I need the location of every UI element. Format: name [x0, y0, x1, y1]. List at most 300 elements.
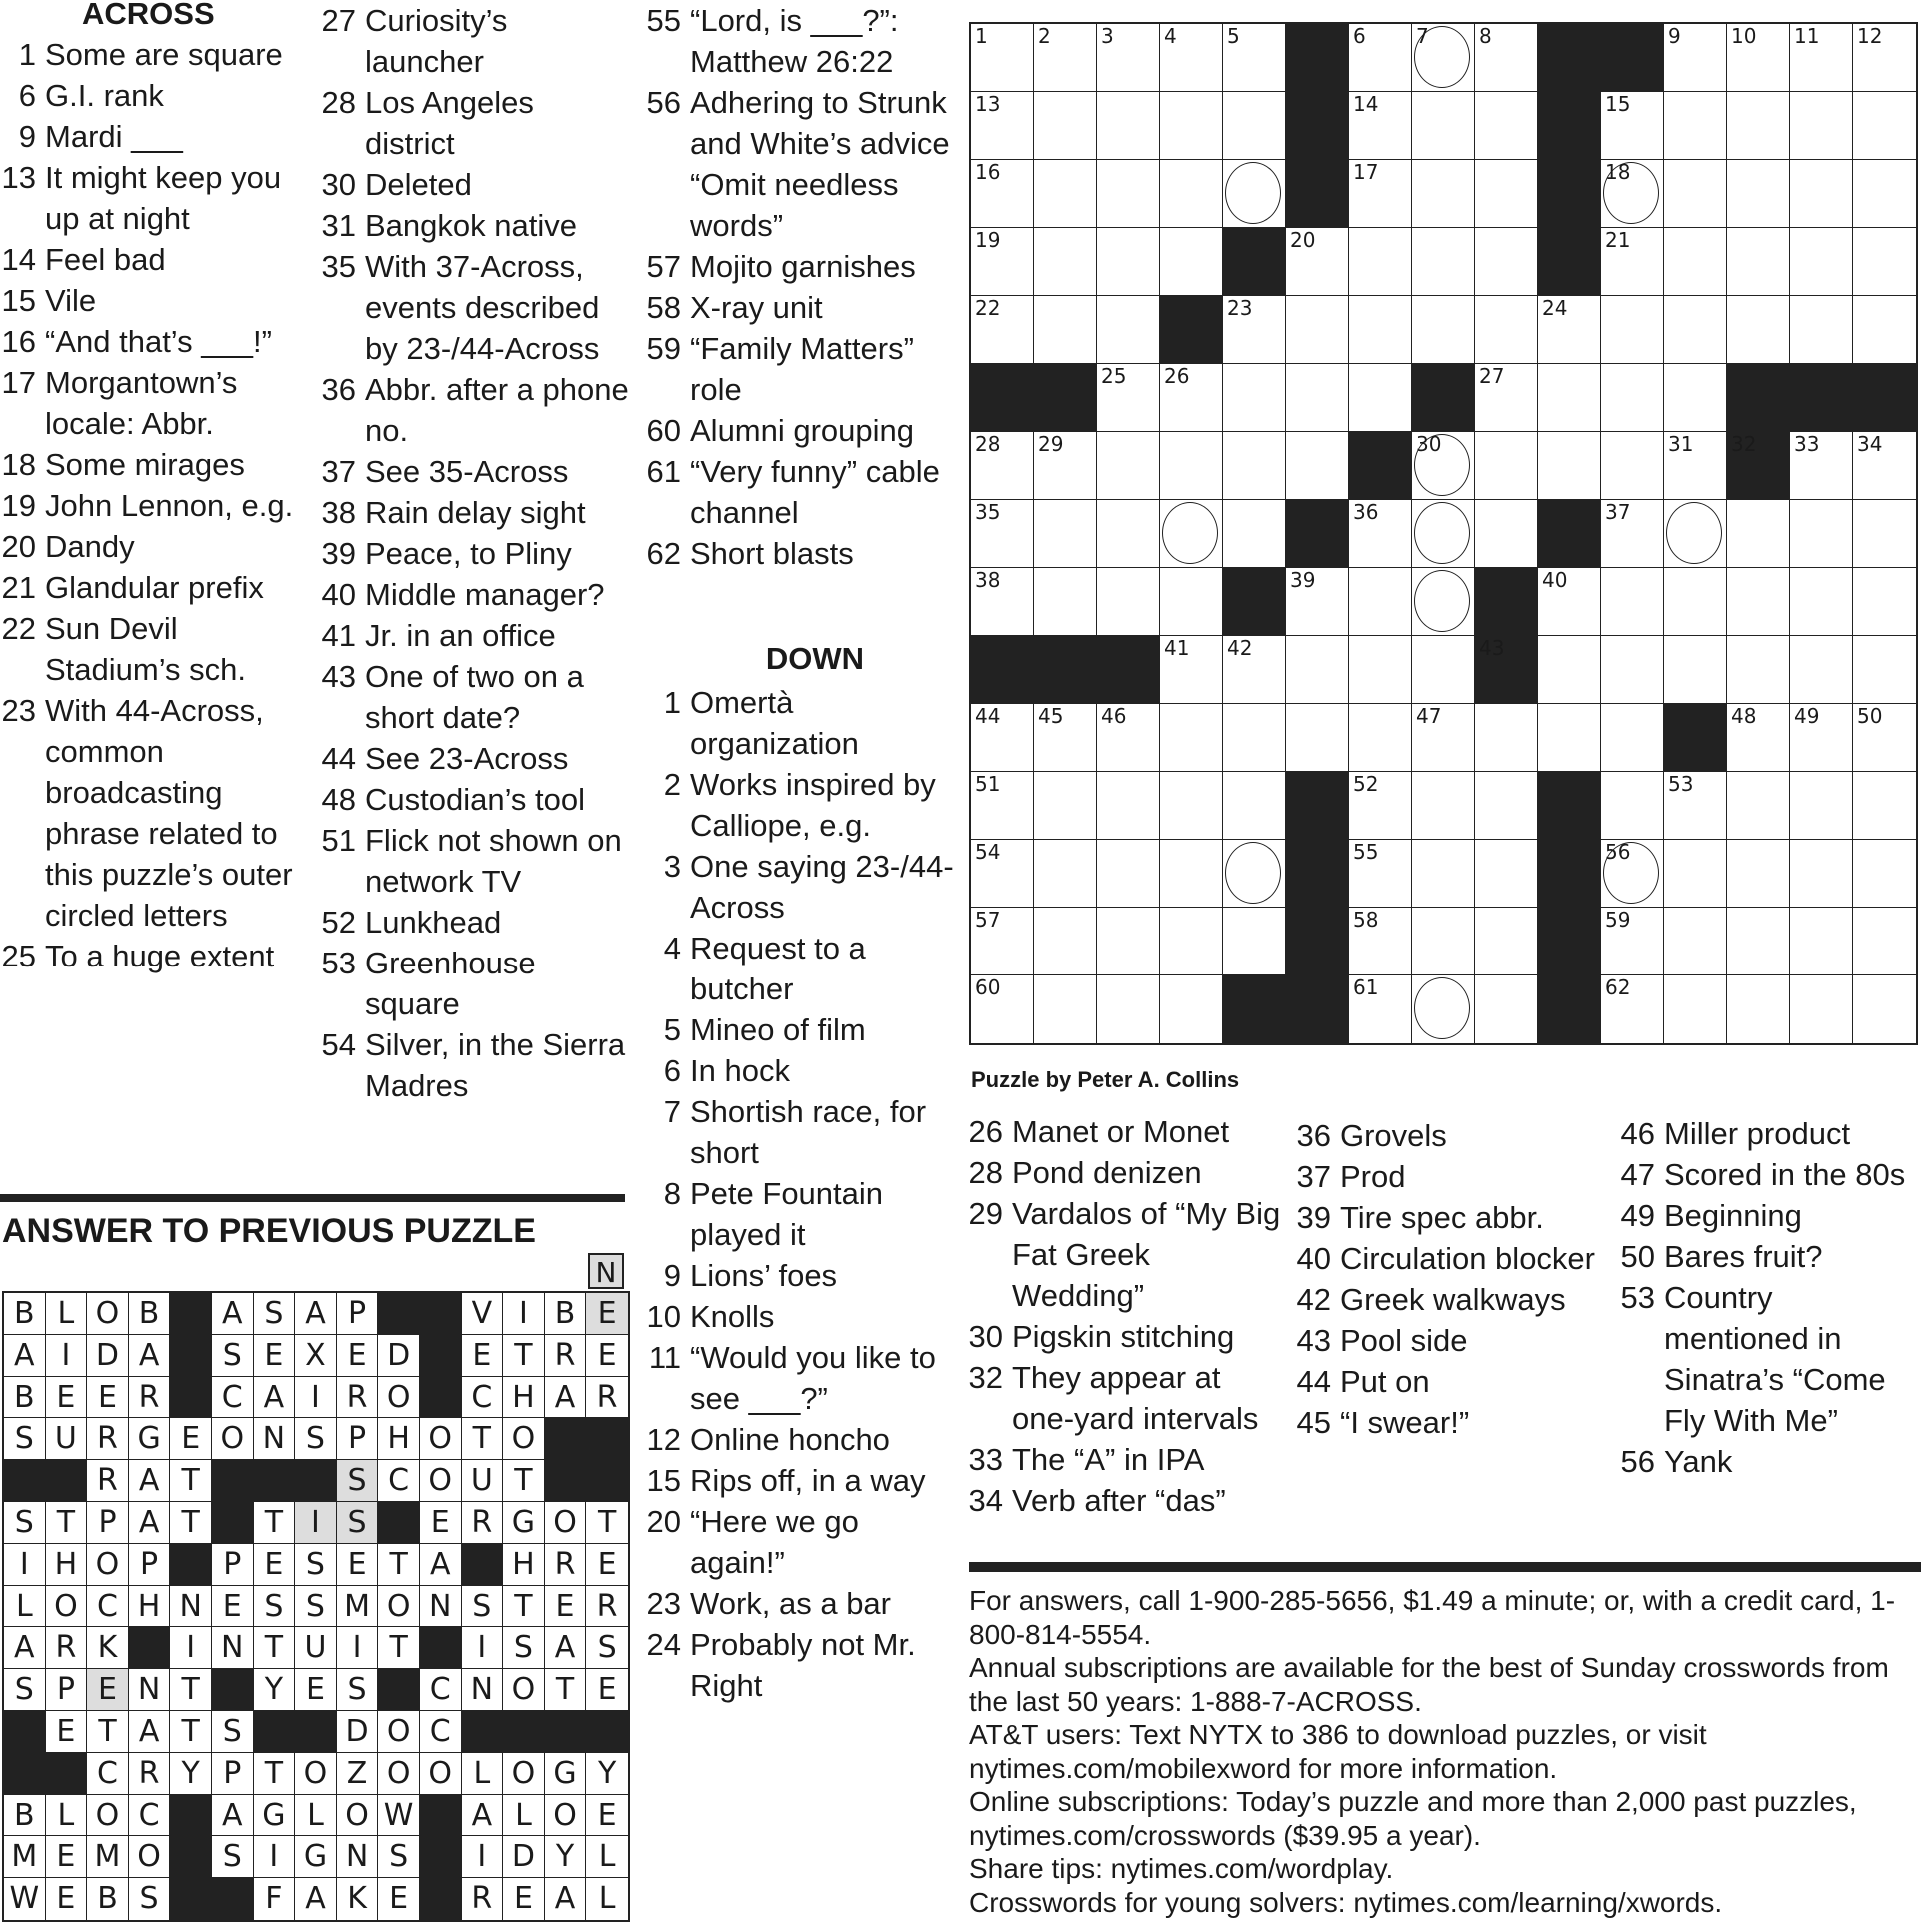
grid-cell[interactable]	[1601, 975, 1664, 1043]
grid-cell[interactable]	[971, 704, 1034, 772]
grid-cell[interactable]	[1223, 500, 1286, 568]
grid-cell[interactable]	[1727, 228, 1790, 296]
grid-cell[interactable]	[1223, 24, 1286, 92]
clue	[320, 656, 630, 738]
grid-cell[interactable]	[1727, 840, 1790, 908]
clue-number: 2	[663, 767, 681, 802]
clue-text: Online honcho	[690, 1422, 890, 1457]
grid-cell[interactable]	[1790, 772, 1853, 840]
clue-number: 35	[321, 249, 356, 284]
grid-cell[interactable]	[1475, 975, 1538, 1043]
grid-cell[interactable]	[1853, 568, 1916, 636]
grid-cell[interactable]	[1097, 432, 1160, 500]
grid-cell[interactable]	[971, 975, 1034, 1043]
clue	[1295, 1156, 1595, 1197]
grid-cell[interactable]	[971, 840, 1034, 908]
grid-cell[interactable]	[1790, 975, 1853, 1043]
clue-number: 3	[663, 849, 681, 884]
clue-text: Silver, in the Sierra Madres	[365, 1027, 626, 1103]
grid-cell[interactable]	[971, 24, 1034, 92]
black-square	[1538, 772, 1601, 840]
grid-cell[interactable]	[1538, 432, 1601, 500]
answer-letter: L	[586, 1836, 628, 1878]
clue	[320, 0, 630, 82]
grid-cell[interactable]	[1160, 975, 1223, 1043]
grid-cell[interactable]	[1727, 908, 1790, 975]
answer-letter: P	[337, 1293, 379, 1335]
clue-number: 43	[1296, 1323, 1331, 1358]
down-column-b1	[967, 1111, 1287, 1521]
grid-cell[interactable]	[1034, 908, 1097, 975]
grid-cell[interactable]	[1790, 432, 1853, 500]
grid-cell[interactable]	[1097, 92, 1160, 160]
grid-cell[interactable]	[1223, 92, 1286, 160]
grid-cell[interactable]	[1097, 704, 1160, 772]
grid-cell[interactable]	[971, 228, 1034, 296]
grid-cell[interactable]	[1601, 228, 1664, 296]
clue-text: With 44-Across, common broadcasting phrase related to this puzzle’s outer circled letters	[45, 693, 293, 933]
grid-cell[interactable]	[1790, 160, 1853, 228]
grid-cell[interactable]	[1160, 636, 1223, 704]
grid-cell[interactable]	[971, 568, 1034, 636]
grid-cell[interactable]	[1412, 296, 1475, 364]
grid-cell[interactable]	[1097, 160, 1160, 228]
grid-cell[interactable]	[1034, 432, 1097, 500]
answer-letter: C	[378, 1460, 420, 1502]
grid-cell[interactable]	[1286, 296, 1349, 364]
grid-cell[interactable]	[1412, 704, 1475, 772]
grid-cell[interactable]	[1664, 840, 1727, 908]
grid-cell[interactable]	[1160, 500, 1223, 568]
grid-cell[interactable]	[1160, 24, 1223, 92]
grid-cell[interactable]	[1349, 364, 1412, 432]
grid-cell[interactable]	[1286, 432, 1349, 500]
grid-cell[interactable]	[971, 908, 1034, 975]
answer-black-square	[212, 1878, 254, 1920]
grid-cell[interactable]	[1412, 568, 1475, 636]
grid-cell[interactable]	[1853, 500, 1916, 568]
grid-cell[interactable]	[1097, 975, 1160, 1043]
grid-cell[interactable]	[1727, 636, 1790, 704]
clue-number: 51	[321, 823, 356, 858]
grid-cell[interactable]	[1286, 364, 1349, 432]
answer-black-square	[46, 1753, 88, 1795]
grid-cell[interactable]	[1349, 24, 1412, 92]
grid-cell[interactable]	[1538, 296, 1601, 364]
grid-cell[interactable]	[1664, 772, 1727, 840]
grid-cell[interactable]	[1412, 772, 1475, 840]
grid-cell[interactable]	[1034, 92, 1097, 160]
grid-cell[interactable]	[1412, 500, 1475, 568]
grid-cell[interactable]	[971, 92, 1034, 160]
clue-text: Greenhouse square	[365, 946, 536, 1021]
grid-cell[interactable]	[1097, 296, 1160, 364]
grid-cell[interactable]	[1349, 92, 1412, 160]
grid-cell[interactable]	[1601, 908, 1664, 975]
grid-cell[interactable]	[1853, 24, 1916, 92]
grid-cell[interactable]	[1349, 500, 1412, 568]
grid-cell[interactable]	[1475, 228, 1538, 296]
grid-cell[interactable]	[1412, 228, 1475, 296]
grid-cell[interactable]	[1727, 568, 1790, 636]
answer-letter: O	[378, 1753, 420, 1795]
answer-letter: K	[87, 1627, 129, 1669]
grid-cell[interactable]	[1538, 636, 1601, 704]
grid-cell[interactable]	[1475, 296, 1538, 364]
answer-letter: C	[87, 1586, 129, 1628]
clue	[645, 1419, 955, 1460]
grid-cell[interactable]	[1097, 24, 1160, 92]
grid-cell[interactable]	[1475, 364, 1538, 432]
grid-cell[interactable]	[971, 160, 1034, 228]
cell-number: 45	[1038, 704, 1064, 728]
clue-text: Manet or Monet	[1012, 1114, 1230, 1149]
grid-cell[interactable]	[1727, 24, 1790, 92]
answer-black-square	[170, 1293, 212, 1335]
grid-cell[interactable]	[971, 432, 1034, 500]
grid-cell[interactable]	[1538, 704, 1601, 772]
grid-cell[interactable]	[1601, 364, 1664, 432]
grid-cell[interactable]	[1286, 704, 1349, 772]
answer-letter: R	[462, 1878, 504, 1920]
grid-cell[interactable]	[1601, 840, 1664, 908]
answer-letter: H	[378, 1418, 420, 1460]
clue	[1295, 1320, 1595, 1361]
answer-letter: P	[212, 1753, 254, 1795]
clue-text: G.I. rank	[45, 78, 164, 113]
grid-cell[interactable]	[1223, 840, 1286, 908]
grid-cell[interactable]	[1160, 568, 1223, 636]
grid-cell[interactable]	[1664, 975, 1727, 1043]
grid-cell[interactable]	[1664, 636, 1727, 704]
grid-cell[interactable]	[1475, 500, 1538, 568]
grid-cell[interactable]	[1349, 296, 1412, 364]
grid-cell[interactable]	[1412, 840, 1475, 908]
clue-number: 26	[968, 1114, 1003, 1149]
grid-cell[interactable]	[1790, 92, 1853, 160]
clue-text: Mineo of film	[690, 1012, 866, 1047]
answer-black-square	[212, 1669, 254, 1711]
grid-cell[interactable]	[1853, 228, 1916, 296]
grid-cell[interactable]	[1286, 636, 1349, 704]
clue	[320, 205, 630, 246]
cell-number: 32	[1731, 432, 1757, 456]
grid-cell[interactable]	[1223, 772, 1286, 840]
grid-cell[interactable]	[1790, 568, 1853, 636]
cell-number: 19	[975, 228, 1001, 252]
grid-cell[interactable]	[1475, 772, 1538, 840]
answer-letter: I	[462, 1836, 504, 1878]
answer-row	[4, 1418, 628, 1460]
grid-cell[interactable]	[1412, 636, 1475, 704]
grid-cell[interactable]	[1853, 160, 1916, 228]
cell-number: 56	[1605, 840, 1631, 864]
grid-cell[interactable]	[1223, 636, 1286, 704]
answer-black-square	[4, 1711, 46, 1753]
grid-cell[interactable]	[1097, 228, 1160, 296]
clue	[645, 764, 955, 846]
grid-cell[interactable]	[1853, 92, 1916, 160]
clue-text: Some are square	[45, 37, 283, 72]
answer-letter: C	[420, 1711, 462, 1753]
grid-cell[interactable]	[1601, 500, 1664, 568]
grid-cell[interactable]	[1853, 772, 1916, 840]
grid-cell[interactable]	[971, 296, 1034, 364]
clue-text: To a huge extent	[45, 939, 275, 973]
clue-number: 22	[1, 611, 36, 646]
grid-cell[interactable]	[1664, 500, 1727, 568]
grid-cell[interactable]	[1601, 92, 1664, 160]
clue	[1619, 1277, 1919, 1441]
grid-cell[interactable]	[1349, 228, 1412, 296]
black-square	[1538, 24, 1601, 92]
grid-cell[interactable]	[1097, 840, 1160, 908]
grid-cell[interactable]	[1727, 160, 1790, 228]
grid-row	[971, 296, 1916, 364]
cell-number: 50	[1857, 704, 1883, 728]
grid-cell[interactable]	[1601, 432, 1664, 500]
answer-letter: A	[545, 1627, 587, 1669]
answer-letter: C	[462, 1377, 504, 1419]
grid-cell[interactable]	[1601, 704, 1664, 772]
black-square	[971, 636, 1034, 704]
grid-cell[interactable]	[1160, 704, 1223, 772]
answer-black-square	[462, 1544, 504, 1586]
answer-letter: N	[337, 1836, 379, 1878]
grid-cell[interactable]	[1160, 364, 1223, 432]
clue-number: 43	[321, 659, 356, 694]
clue	[0, 321, 300, 362]
grid-cell[interactable]	[1412, 160, 1475, 228]
grid-cell[interactable]	[1664, 24, 1727, 92]
grid-cell[interactable]	[1034, 296, 1097, 364]
grid-cell[interactable]	[1349, 840, 1412, 908]
answer-letter: S	[378, 1836, 420, 1878]
grid-cell[interactable]	[1349, 908, 1412, 975]
grid-cell[interactable]	[1727, 772, 1790, 840]
grid-cell[interactable]	[1412, 24, 1475, 92]
grid-cell[interactable]	[1475, 908, 1538, 975]
grid-cell[interactable]	[1790, 296, 1853, 364]
grid-cell[interactable]	[1097, 364, 1160, 432]
grid-cell[interactable]	[971, 772, 1034, 840]
grid-cell[interactable]	[1853, 840, 1916, 908]
black-square	[1286, 160, 1349, 228]
grid-cell[interactable]	[1223, 296, 1286, 364]
grid-cell[interactable]	[1664, 568, 1727, 636]
grid-cell[interactable]	[1853, 908, 1916, 975]
grid-cell[interactable]	[1727, 500, 1790, 568]
grid-cell[interactable]	[1727, 704, 1790, 772]
grid-cell[interactable]	[1034, 228, 1097, 296]
grid-cell[interactable]	[1664, 364, 1727, 432]
grid-cell[interactable]	[1664, 92, 1727, 160]
cell-number: 61	[1353, 975, 1379, 999]
grid-cell[interactable]	[1349, 568, 1412, 636]
clue-number: 58	[646, 290, 681, 325]
answer-letter: O	[87, 1293, 129, 1335]
clue	[320, 943, 630, 1024]
grid-cell[interactable]	[1727, 975, 1790, 1043]
black-square	[1538, 160, 1601, 228]
clue	[967, 1111, 1287, 1152]
grid-cell[interactable]	[1160, 92, 1223, 160]
clue-text: Bares fruit?	[1664, 1239, 1823, 1274]
answer-letter: A	[295, 1878, 337, 1920]
grid-cell[interactable]	[1286, 568, 1349, 636]
grid-cell[interactable]	[1853, 704, 1916, 772]
grid-cell[interactable]	[1286, 228, 1349, 296]
grid-cell[interactable]	[1349, 636, 1412, 704]
grid-cell[interactable]	[1412, 908, 1475, 975]
grid-cell[interactable]	[1475, 704, 1538, 772]
grid-cell[interactable]	[1223, 432, 1286, 500]
clue-number: 60	[646, 413, 681, 448]
grid-cell[interactable]	[1097, 500, 1160, 568]
grid-cell[interactable]	[1790, 908, 1853, 975]
grid-cell[interactable]	[1349, 704, 1412, 772]
grid-cell[interactable]	[1727, 296, 1790, 364]
grid-cell[interactable]	[1160, 228, 1223, 296]
black-square	[1727, 432, 1790, 500]
grid-cell[interactable]	[1412, 975, 1475, 1043]
answer-letter: S	[462, 1586, 504, 1628]
grid-cell[interactable]	[1790, 228, 1853, 296]
grid-row	[971, 840, 1916, 908]
clue	[0, 157, 300, 239]
answer-letter: O	[87, 1795, 129, 1837]
grid-cell[interactable]	[1790, 636, 1853, 704]
answer-letter: O	[295, 1753, 337, 1795]
answer-row	[4, 1795, 628, 1837]
answer-letter: T	[170, 1669, 212, 1711]
grid-cell[interactable]	[1664, 160, 1727, 228]
clue-number: 18	[1, 447, 36, 482]
grid-cell[interactable]	[1475, 24, 1538, 92]
grid-cell[interactable]	[1475, 92, 1538, 160]
grid-cell[interactable]	[1034, 704, 1097, 772]
answer-letter: H	[129, 1586, 171, 1628]
grid-cell[interactable]	[1853, 636, 1916, 704]
grid-cell[interactable]	[1790, 24, 1853, 92]
grid-cell[interactable]	[1664, 296, 1727, 364]
answer-letter: B	[4, 1293, 46, 1335]
grid-cell[interactable]	[1034, 840, 1097, 908]
grid-cell[interactable]	[1790, 840, 1853, 908]
answer-letter: C	[87, 1753, 129, 1795]
answer-row	[4, 1544, 628, 1586]
clue-text: Prod	[1340, 1159, 1406, 1194]
grid-cell[interactable]	[1034, 568, 1097, 636]
grid-cell[interactable]	[971, 500, 1034, 568]
grid-cell[interactable]	[1349, 772, 1412, 840]
grid-cell[interactable]	[1412, 432, 1475, 500]
grid-cell[interactable]	[1034, 160, 1097, 228]
grid-cell[interactable]	[1223, 364, 1286, 432]
grid-cell[interactable]	[1349, 160, 1412, 228]
grid-cell[interactable]	[1538, 568, 1601, 636]
grid-cell[interactable]	[1160, 772, 1223, 840]
grid-cell[interactable]	[1853, 975, 1916, 1043]
grid-cell[interactable]	[1160, 432, 1223, 500]
grid-cell[interactable]	[1412, 92, 1475, 160]
clue-text: “And that’s ___!”	[45, 324, 272, 359]
grid-cell[interactable]	[1160, 160, 1223, 228]
grid-cell[interactable]	[1034, 975, 1097, 1043]
answer-black-square	[295, 1460, 337, 1502]
grid-cell[interactable]	[1097, 772, 1160, 840]
clue-text: Probably not Mr. Right	[690, 1627, 916, 1703]
clue-number: 4	[663, 931, 681, 966]
grid-cell[interactable]	[1601, 772, 1664, 840]
grid-cell[interactable]	[1097, 908, 1160, 975]
answer-letter: T	[378, 1627, 420, 1669]
clue-number: 23	[1, 693, 36, 728]
black-square	[1223, 228, 1286, 296]
grid-cell[interactable]	[1538, 364, 1601, 432]
answer-row	[4, 1460, 628, 1502]
grid-cell[interactable]	[1664, 432, 1727, 500]
grid-cell[interactable]	[1790, 704, 1853, 772]
grid-cell[interactable]	[1664, 228, 1727, 296]
answer-letter: S	[254, 1293, 296, 1335]
cell-number: 11	[1794, 24, 1820, 48]
clue-number: 39	[321, 536, 356, 571]
clue-number: 32	[968, 1360, 1003, 1395]
clue-text: Pond denizen	[1012, 1155, 1202, 1190]
grid-cell[interactable]	[1034, 772, 1097, 840]
grid-cell[interactable]	[1223, 908, 1286, 975]
grid-cell[interactable]	[1097, 568, 1160, 636]
circle-mark	[1414, 502, 1470, 564]
grid-cell[interactable]	[1664, 908, 1727, 975]
black-square	[1349, 432, 1412, 500]
grid-cell[interactable]	[1727, 92, 1790, 160]
grid-cell[interactable]	[1601, 296, 1664, 364]
clue-number: 49	[1620, 1198, 1655, 1233]
grid-cell[interactable]	[1034, 500, 1097, 568]
answer-letter: P	[87, 1502, 129, 1544]
clue	[645, 682, 955, 764]
grid-cell[interactable]	[1160, 908, 1223, 975]
grid-cell[interactable]	[1475, 840, 1538, 908]
grid-cell[interactable]	[1034, 24, 1097, 92]
clue-number: 44	[321, 741, 356, 776]
answer-row	[4, 1293, 628, 1335]
cell-number: 18	[1605, 160, 1631, 184]
grid-cell[interactable]	[1853, 432, 1916, 500]
cell-number: 4	[1164, 24, 1177, 48]
grid-cell[interactable]	[1601, 160, 1664, 228]
grid-cell[interactable]	[1853, 296, 1916, 364]
clue-text: The “A” in IPA	[1012, 1442, 1205, 1477]
grid-cell[interactable]	[1349, 975, 1412, 1043]
grid-cell[interactable]	[1601, 636, 1664, 704]
clue-text: Custodian’s tool	[365, 782, 586, 817]
grid-cell[interactable]	[1475, 432, 1538, 500]
answer-letter: H	[46, 1544, 88, 1586]
clue	[320, 738, 630, 779]
down-column-b2	[1295, 1115, 1595, 1443]
grid-cell[interactable]	[1601, 568, 1664, 636]
grid-cell[interactable]	[1790, 500, 1853, 568]
grid-cell[interactable]	[1160, 840, 1223, 908]
answer-letter: P	[212, 1544, 254, 1586]
grid-cell[interactable]	[1223, 704, 1286, 772]
grid-cell[interactable]	[1475, 160, 1538, 228]
grid-cell[interactable]	[1223, 160, 1286, 228]
answer-letter: L	[295, 1795, 337, 1837]
